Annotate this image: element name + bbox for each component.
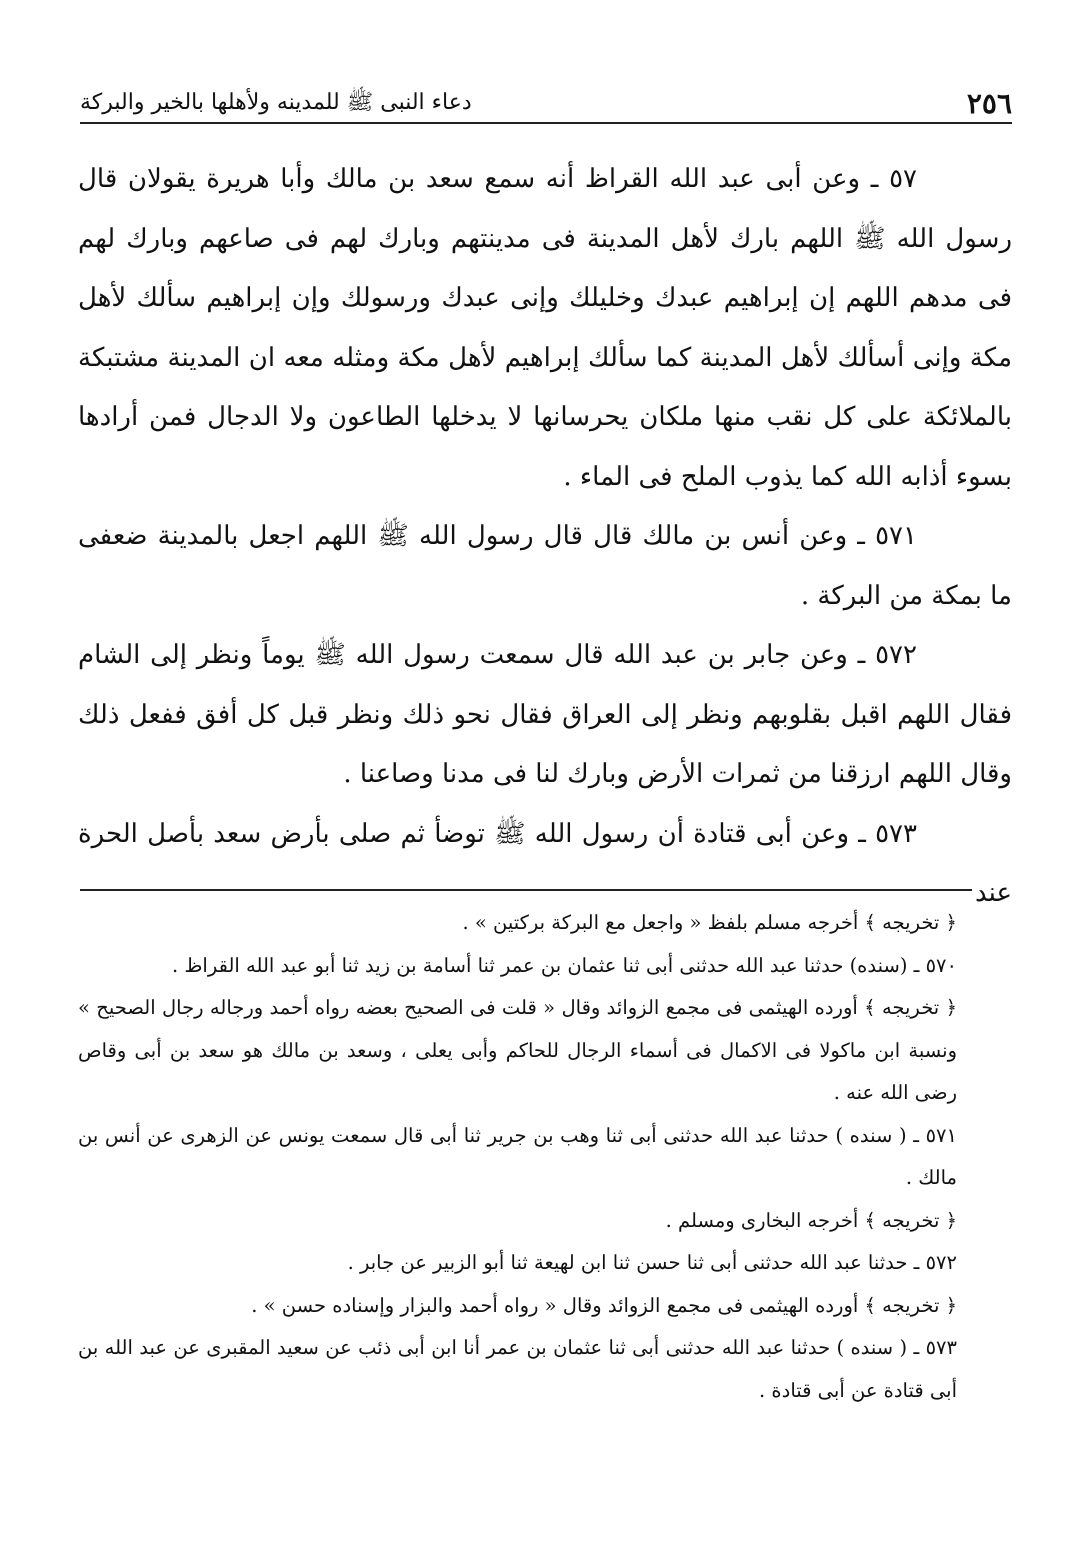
footnote-takhrij-570: ﴿ تخريجه ﴾ أورده الهيثمى فى مجمع الزوائد وقال « قلت فى الصحيح بعضه رواه أحمد ورجاله رجال الصحيح » ونسبة ابن ماكولا فى الاكمال فى أسماء الرجال للحاكم وأبى يعلى ، وسعد بن مالك هو سعد بن أبى وقاص رضى الله عنه . [78,996,957,1104]
footnote-sanad-570: ٥٧٠ ـ (سنده) حدثنا عبد الله حدثنى أبى ثنا عثمان بن عمر ثنا أسامة بن زيد ثنا أبو عبد الله القراظ . [172,953,957,977]
footnote-takhrij-571: ﴿ تخريجه ﴾ أخرجه البخارى ومسلم . [665,1208,957,1232]
footnote-rule [80,889,972,891]
footnote-sanad-571: ٥٧١ ـ ( سنده ) حدثنا عبد الله حدثنى أبى ثنا وهب بن جرير ثنا أبى قال سمعت يونس عن الزهرى عن أنس بن مالك . [78,1123,957,1189]
main-text [78,150,1012,924]
footnote-takhrij-569: ﴿ تخريجه ﴾ أخرجه مسلم بلفظ « واجعل مع البركة بركتين » . [462,911,957,934]
hadith-573: ٥٧٣ ـ وعن أبى قتادة أن رسول الله ﷺ توضأ ثم صلى بأرض سعد بأصل الحرة عند [78,818,1012,908]
header-rule [80,122,1012,124]
page-number: ٢٥٦ [966,87,1012,120]
running-header [80,70,1012,120]
footnote-sanad-572: ٥٧٢ ـ حدثنا عبد الله حدثنى أبى ثنا حسن ثنا ابن لهيعة ثنا أبو الزبير عن جابر . [347,1251,957,1274]
running-title: دعاء النبى ﷺ للمدينه ولأهلها بالخير والبركة [80,90,472,115]
hadith-572: ٥٧٢ ـ وعن جابر بن عبد الله قال سمعت رسول الله ﷺ يوماً ونظر إلى الشام فقال اللهم اقبل بقلوبهم ونظر إلى العراق فقال نحو ذلك ونظر قبل كل أفق ففعل ذلك وقال اللهم ارزقنا من ثمرات الأرض وبارك لنا فى مدنا وصاعنا . [78,640,1012,789]
hadith-570: ٥٧ ـ وعن أبى عبد الله القراظ أنه سمع سعد بن مالك وأبا هريرة يقولان قال رسول الله ﷺ اللهم بارك لأهل المدينة فى مدينتهم وبارك لهم فى صاعهم وبارك لهم فى مدهم اللهم إن إبراهيم عبدك وخليلك وإنى عبدك ورسولك وإن إبراهيم سألك لأهل مكة وإنى أسألك لأهل المدينة كما سألك إبراهيم لأهل مكة ومثله معه ان المدينة مشتبكة بالملائكة على كل نقب منها ملكان يحرسانها لا يدخلها الطاعون ولا الدجال فمن أرادها بسوء أذابه الله كما يذوب الملح فى الماء . [78,164,1012,492]
footnote-takhrij-572: ﴿ تخريجه ﴾ أورده الهيثمى فى مجمع الزوائد وقال « رواه أحمد والبزار وإسناده حسن » . [251,1293,957,1317]
hadith-571: ٥٧١ ـ وعن أنس بن مالك قال قال رسول الله ﷺ اللهم اجعل بالمدينة ضعفى ما بمكة من البركة . [78,521,1012,611]
footnote-sanad-573: ٥٧٣ ـ ( سنده ) حدثنا عبد الله حدثنى أبى ثنا عثمان بن عمر أنا ابن أبى ذئب عن سعيد المقبرى عن عبد الله بن أبى قتادة عن أبى قتادة . [78,1336,957,1402]
footnotes [78,902,957,1412]
